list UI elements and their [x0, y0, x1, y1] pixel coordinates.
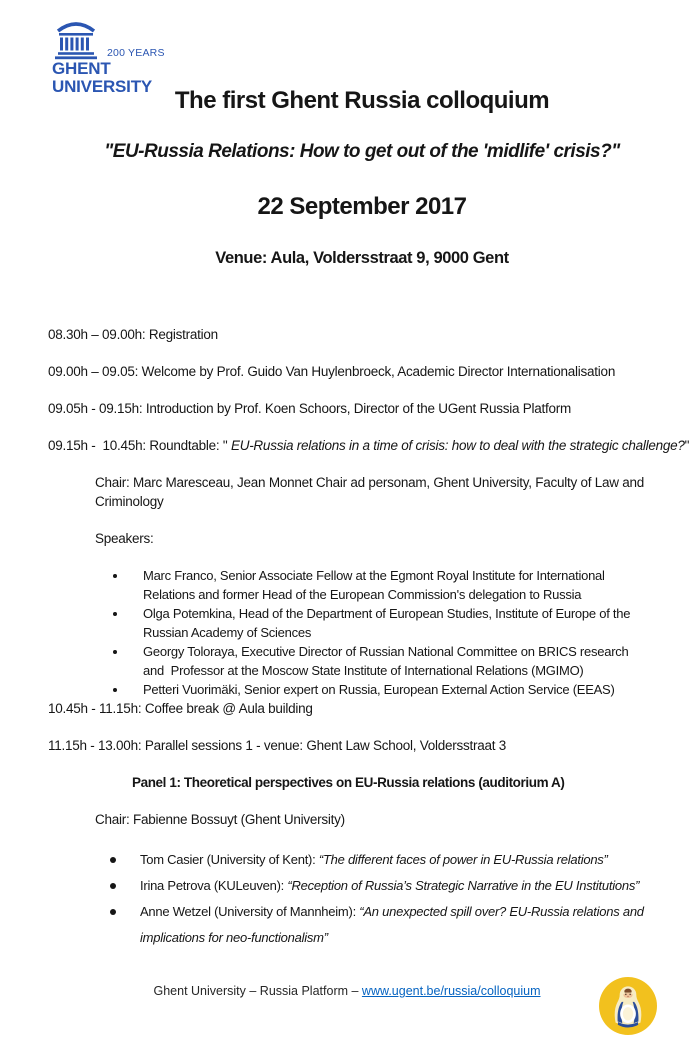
list-item	[48, 642, 646, 680]
speaker-entry: Petteri Vuorimäki, Senior expert on Russia, European External Action Service (EEAS)	[143, 682, 615, 697]
list-item	[48, 680, 646, 699]
colloquium-link[interactable]: www.ugent.be/russia/colloquium	[361, 984, 541, 998]
talk-speaker: Anne Wetzel (University of Mannheim):	[140, 904, 360, 919]
talk-entry	[140, 847, 608, 873]
page-title: The first Ghent Russia colloquium	[174, 87, 550, 114]
panel1-chair: Chair: Fabienne Bossuyt (Ghent University)	[95, 812, 345, 827]
schedule	[48, 325, 690, 951]
matryoshka-doll-icon	[599, 977, 657, 1035]
schedule-item-parallel-sessions: 11.15h - 13.00h: Parallel sessions 1 - venue: Ghent Law School, Voldersstraat 3	[48, 738, 507, 753]
roundtable-speakers-list	[48, 566, 646, 699]
bullet-icon	[113, 574, 117, 578]
schedule-item-welcome: 09.00h – 09.05: Welcome by Prof. Guido Van Huylenbroeck, Academic Director Internationalisation	[48, 364, 616, 379]
event-venue: Venue: Aula, Voldersstraat 9, 9000 Gent	[215, 249, 509, 267]
footer-text: Ghent University – Russia Platform –	[153, 984, 362, 998]
logo-university-label: UNIVERSITY	[52, 77, 153, 96]
schedule-item-introduction: 09.05h - 09.15h: Introduction by Prof. Koen Schoors, Director of the UGent Russia Platform	[48, 401, 572, 416]
logo-ghent-label: GHENT	[52, 59, 111, 78]
schedule-item-coffee-break: 10.45h - 11.15h: Coffee break @ Aula building	[48, 701, 313, 716]
speaker-entry: Olga Potemkina, Head of the Department of European Studies, Institute of Europe of the Russian Academy of Sciences	[143, 606, 631, 640]
list-item	[48, 847, 646, 873]
talk-speaker: Irina Petrova (KULeuven):	[140, 878, 288, 893]
schedule-item-registration: 08.30h – 09.00h: Registration	[48, 327, 218, 342]
bullet-icon	[113, 612, 117, 616]
talk-title: “An unexpected spill over? EU-Russia relations and implications for neo-functionalism”	[140, 904, 644, 945]
event-date: 22 September 2017	[257, 193, 467, 220]
roundtable-quote: EU-Russia relations in a time of crisis: how to deal with the strategic challenge?	[230, 438, 685, 453]
bullet-icon	[110, 909, 116, 915]
list-item	[48, 873, 646, 899]
university-temple-icon	[52, 16, 100, 60]
speaker-entry: Georgy Toloraya, Executive Director of Russian National Committee on BRICS research and Professor at the Moscow State Institute of International Relations (MGIMO)	[143, 644, 629, 678]
page-footer	[0, 984, 694, 998]
speaker-entry: Marc Franco, Senior Associate Fellow at the Egmont Royal Institute for International Relations and former Head of the European Commission's delegation to Russia	[143, 568, 605, 602]
speakers-label: Speakers:	[95, 531, 154, 546]
roundtable-prefix: 09.15h - 10.45h: Roundtable: "	[48, 438, 231, 453]
colloquium-theme: "EU-Russia Relations: How to get out of the 'midlife' crisis?"	[104, 141, 620, 162]
list-item	[48, 899, 646, 951]
bullet-icon	[113, 688, 117, 692]
panel1-talks-list	[48, 847, 646, 951]
bullet-icon	[110, 883, 116, 889]
panel1-title: Panel 1: Theoretical perspectives on EU-Russia relations (auditorium A)	[132, 775, 565, 790]
talk-entry	[140, 899, 644, 951]
talk-entry	[140, 873, 639, 899]
bullet-icon	[110, 857, 116, 863]
schedule-item-roundtable	[48, 436, 690, 455]
talk-title: “Reception of Russia’s Strategic Narrative in the EU Institutions”	[287, 878, 640, 893]
list-item	[48, 604, 646, 642]
ghent-university-logo	[52, 16, 165, 96]
logo-200-years-label: 200 YEARS	[107, 47, 165, 59]
bullet-icon	[113, 650, 117, 654]
talk-speaker: Tom Casier (University of Kent):	[140, 852, 319, 867]
roundtable-chair: Chair: Marc Maresceau, Jean Monnet Chair ad personam, Ghent University, Faculty of Law and Criminology	[95, 475, 645, 509]
list-item	[48, 566, 646, 604]
talk-title: “The different faces of power in EU-Russia relations”	[318, 852, 608, 867]
roundtable-suffix: "	[684, 438, 690, 453]
